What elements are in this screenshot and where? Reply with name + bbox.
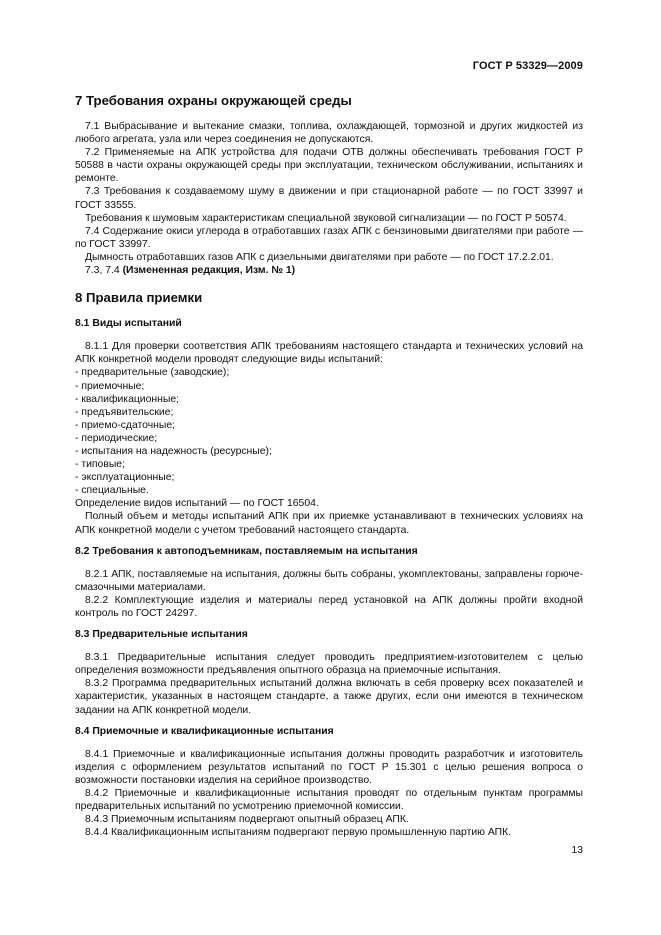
paragraph-8-1-scope: Полный объем и методы испытаний АПК при их приемке устанавливают в технических условиях на АПК конкретной модели с учетом требований настоящего стандарта. [75,511,583,536]
list-item: - предварительные (заводские); [75,367,230,379]
paragraph-8-4-2: 8.4.2 Приемочные и квалификационные испытания проводят по отдельным пунктам программы предварительных испытаний по усмотрению приемочной комиссии. [75,788,583,813]
list-item: - периодические; [75,432,158,444]
list-item: - приемо-сдаточные; [75,419,176,431]
list-item: - квалификационные; [75,393,179,405]
list-item: - специальные. [75,485,149,497]
paragraph-7-2: 7.2 Применяемые на АПК устройства для подачи ОТВ должны обеспечивать требования ГОСТ Р 50588 в части охраны окружающей среды при эксплуатации, техническом обслуживании, испытаниях и ремонте. [75,147,583,185]
list-item: - приемочные; [75,380,145,392]
paragraph-8-3-2: 8.3.2 Программа предварительных испытаний должна включать в себя проверку всех показателей и характеристик, указанных в настоящем стандарте, а также других, если они имеются в техническом задании на АПК конкретной модели. [75,678,583,716]
section-7-title: 7 Требования охраны окружающей среды [75,93,352,108]
paragraph-8-4-1: 8.4.1 Приемочные и квалификационные испытания должны проводить разработчик и изготовитель изделия с оформлением результатов испытаний по ГОСТ Р 15.301 с целью решения вопроса о возможности постановки изделия на серийное производство. [75,748,583,786]
paragraph-8-2-1: 8.2.1 АПК, поставляемые на испытания, должны быть собраны, укомплектованы, заправлены горюче-смазочными материалами. [75,568,583,593]
subsection-8-3-title: 8.3 Предварительные испытания [75,629,248,641]
paragraph-8-2-2: 8.2.2 Комплектующие изделия и материалы перед установкой на АПК должны пройти входной контроль по ГОСТ 24297. [75,594,583,619]
paragraph-8-4-3: 8.4.3 Приемочным испытаниям подвергают опытный образец АПК. [85,814,409,826]
paragraph-7-4-smoke: Дымность отработавших газов АПК с дизельными двигателями при работе — по ГОСТ 17.2.2.01. [85,251,554,263]
paragraph-8-1-1: 8.1.1 Для проверки соответствия АПК требованиям настоящего стандарта и технических условий на АПК конкретной модели проводят следующие виды испытаний: [75,341,583,366]
document-header: ГОСТ Р 53329—2009 [472,60,583,72]
paragraph-8-4-4: 8.4.4 Квалификационным испытаниям подвергают первую промышленную партию АПК. [85,827,512,839]
amendment-note-prefix: 7.3, 7.4 [85,265,120,277]
amendment-note-bold: (Измененная редакция, Изм. № 1) [122,265,296,277]
list-item: - типовые; [75,459,125,471]
section-8-title: 8 Правила приемки [75,290,203,306]
paragraph-8-1-definition: Определение видов испытаний — по ГОСТ 16504. [75,498,319,510]
paragraph-7-3-noise: Требования к шумовым характеристикам специальной звуковой сигнализации — по ГОСТ Р 50574. [85,212,567,224]
paragraph-7-3: 7.3 Требования к создаваемому шуму в движении и при стационарной работе — по ГОСТ 33997 и ГОСТ 33555. [75,186,583,211]
subsection-8-1-title: 8.1 Виды испытаний [75,318,182,330]
page-body [75,90,583,839]
page-number: 13 [571,845,583,856]
list-item: - испытания на надежность (ресурсные); [75,445,272,457]
amendment-note [75,264,583,277]
subsection-8-2-title: 8.2 Требования к автоподъемникам, поставляемым на испытания [75,545,418,557]
paragraph-7-4: 7.4 Содержание окиси углерода в отработавших газах АПК с бензиновыми двигателями при работе — по ГОСТ 33997. [75,225,583,250]
paragraph-7-1: 7.1 Выбрасывание и вытекание смазки, топлива, охлаждающей, тормозной и других жидкостей из любого агрегата, узла или через соединения не допускаются. [75,121,583,146]
subsection-8-4-title: 8.4 Приемочные и квалификационные испытания [75,725,334,737]
test-types-list [75,366,583,497]
list-item: - эксплуатационные; [75,472,175,484]
list-item: - предъявительские; [75,406,174,418]
paragraph-8-3-1: 8.3.1 Предварительные испытания следует проводить предприятием-изготовителем с целью определения возможности предъявления опытного образца на приемочные испытания. [75,652,583,677]
